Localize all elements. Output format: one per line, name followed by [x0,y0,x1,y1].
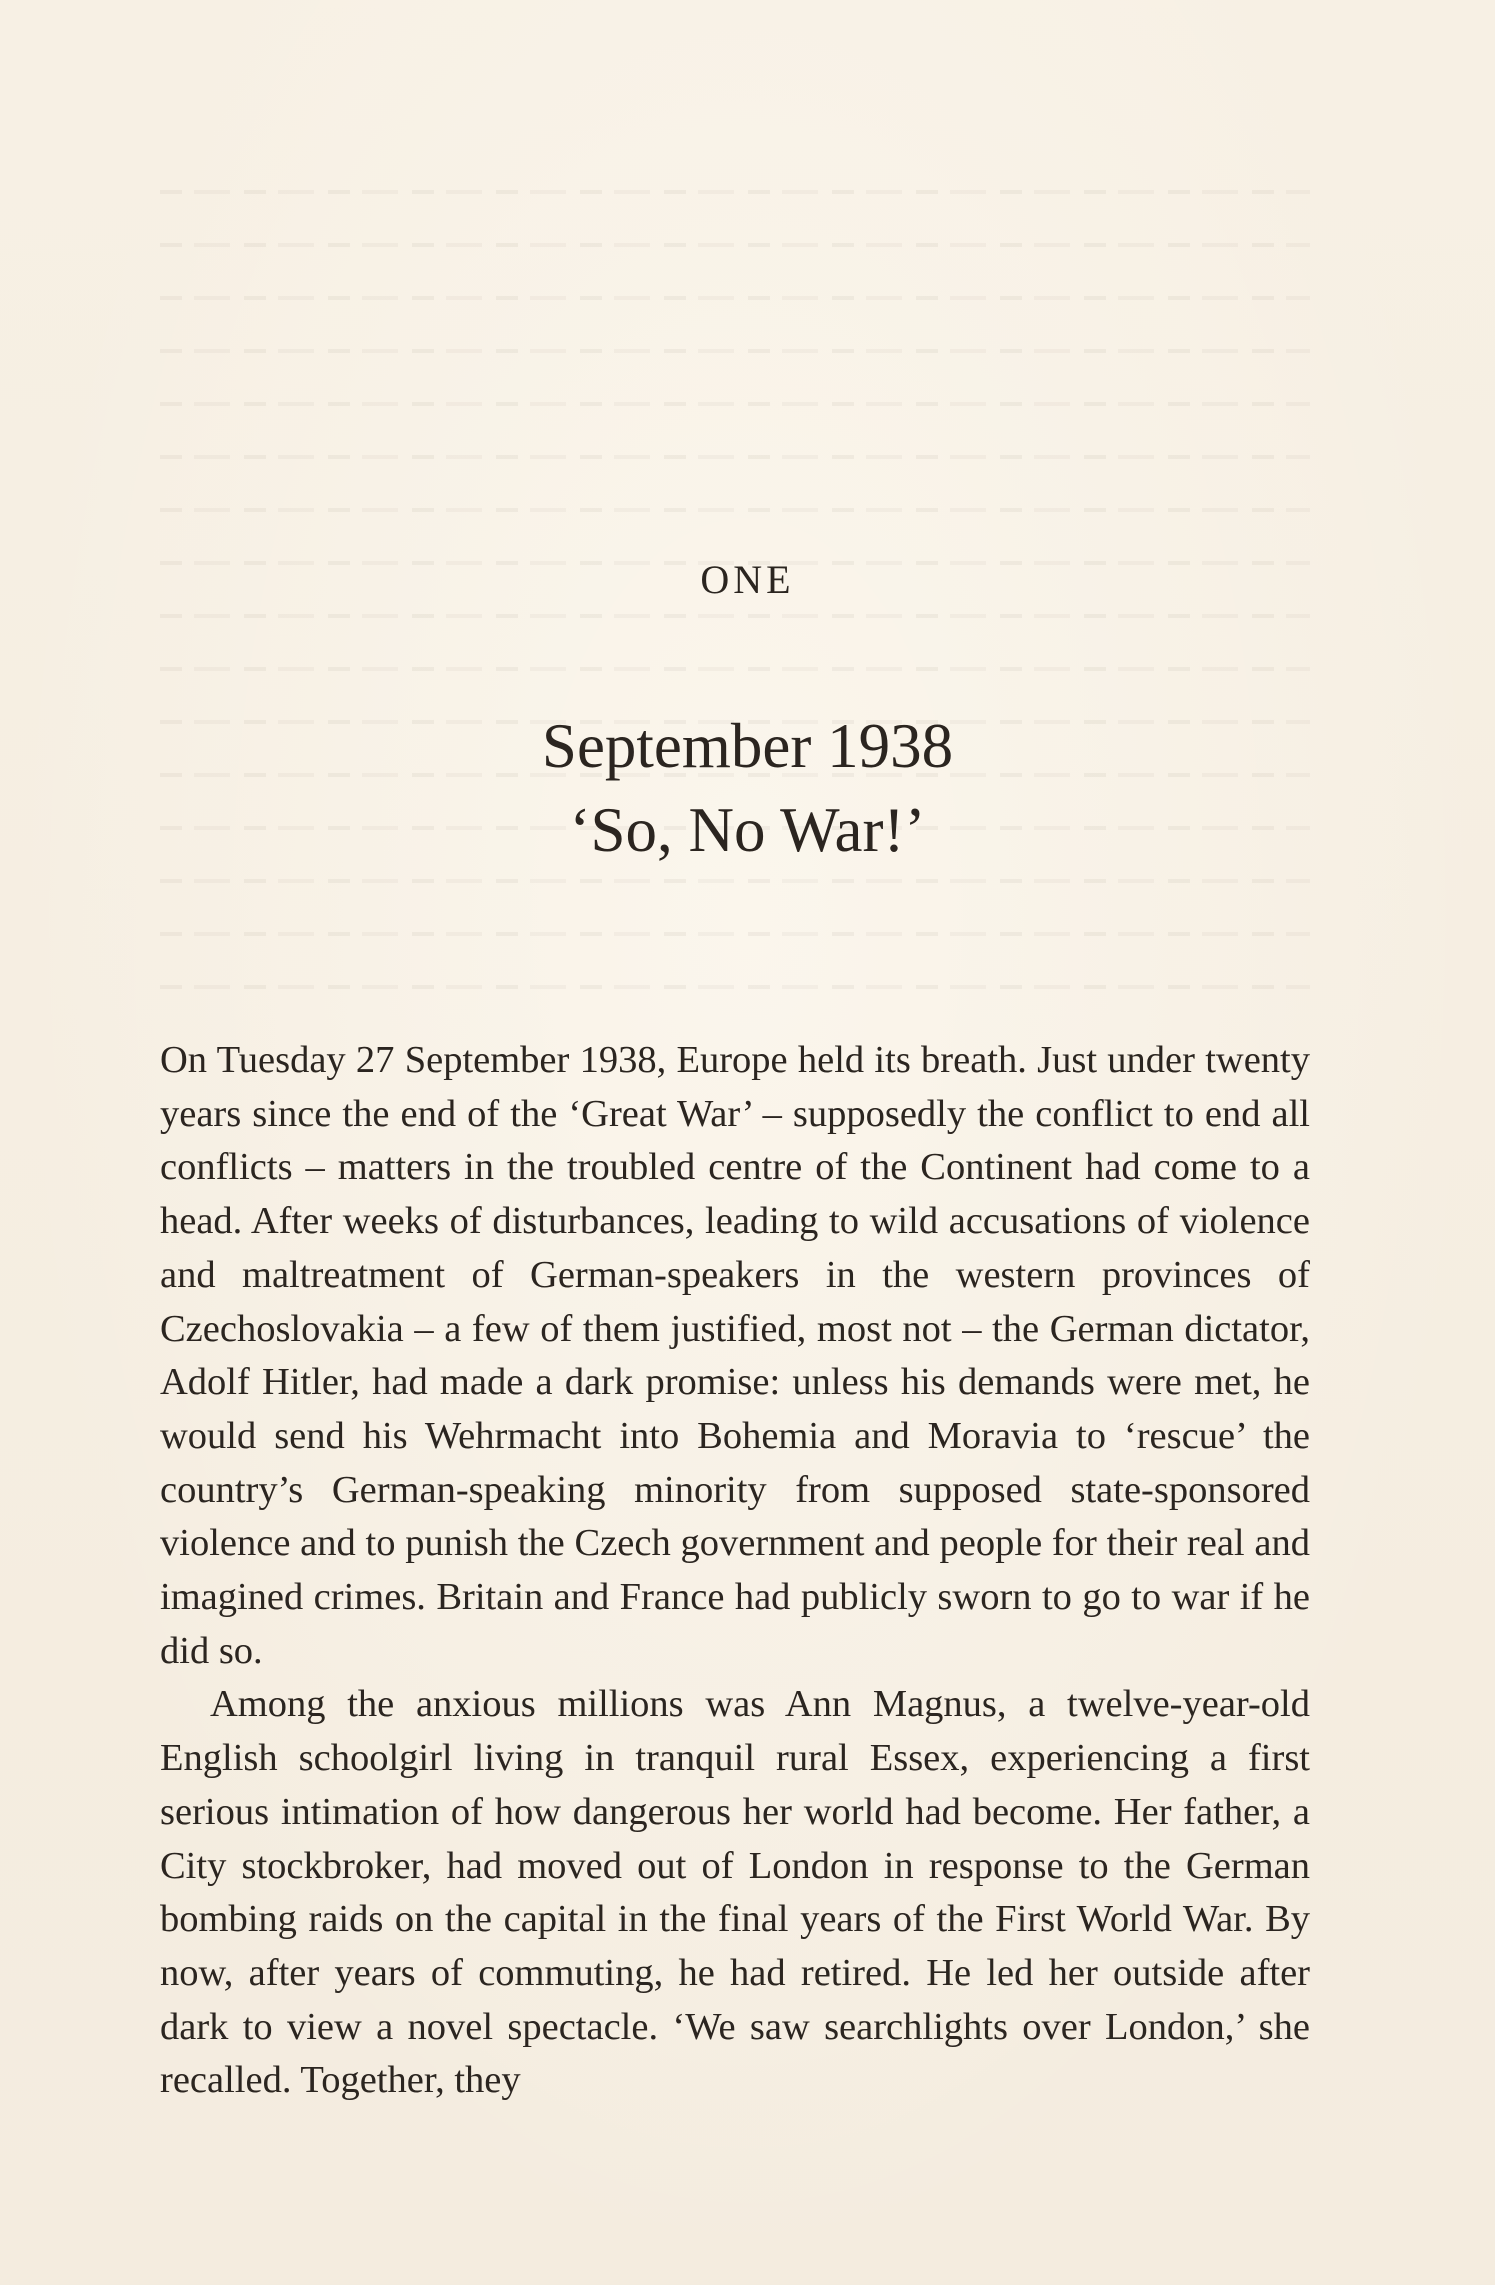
chapter-number: ONE [700,557,795,602]
paragraph-2: Among the anxious millions was Ann Magnus, a twelve-year-old English schoolgirl living in tranquil rural Essex, experiencing a first serious intimation of how dangerous her world had become. Her father, a City stockbroker, had moved out of London in response to the German bombing raids on the capital in the final years of the First World War. By now, after years of commuting, he had retired. He led her outside after dark to view a novel spectacle. ‘We saw searchlights over London,’ she recalled. Together, they [160,1683,1310,2102]
chapter-title-date: September 1938 [541,711,954,781]
paragraph-1: On Tuesday 27 September 1938, Europe held its breath. Just under twenty years since the end of the ‘Great War’ – supposedly the conflict to end all conflicts – matters in the troubled centre of the Continent had come to a head. After weeks of disturbances, leading to wild accusations of violence and maltreatment of German-speakers in the western provinces of Czechoslovakia – a few of them justified, most not – the German dictator, Adolf Hitler, had made a dark promise: unless his demands were met, he would send his Wehrmacht into Bohemia and Moravia to ‘rescue’ the country’s German-speaking minority from supposed state-sponsored violence and to punish the Czech government and people for their real and imagined crimes. Britain and France had publicly sworn to go to war if he did so. [160,1039,1310,1672]
chapter-title-quote: ‘So, No War!’ [569,795,926,865]
body-text [160,1034,1310,2108]
chapter-title [0,704,1495,872]
show-through-texture [160,190,1310,1070]
